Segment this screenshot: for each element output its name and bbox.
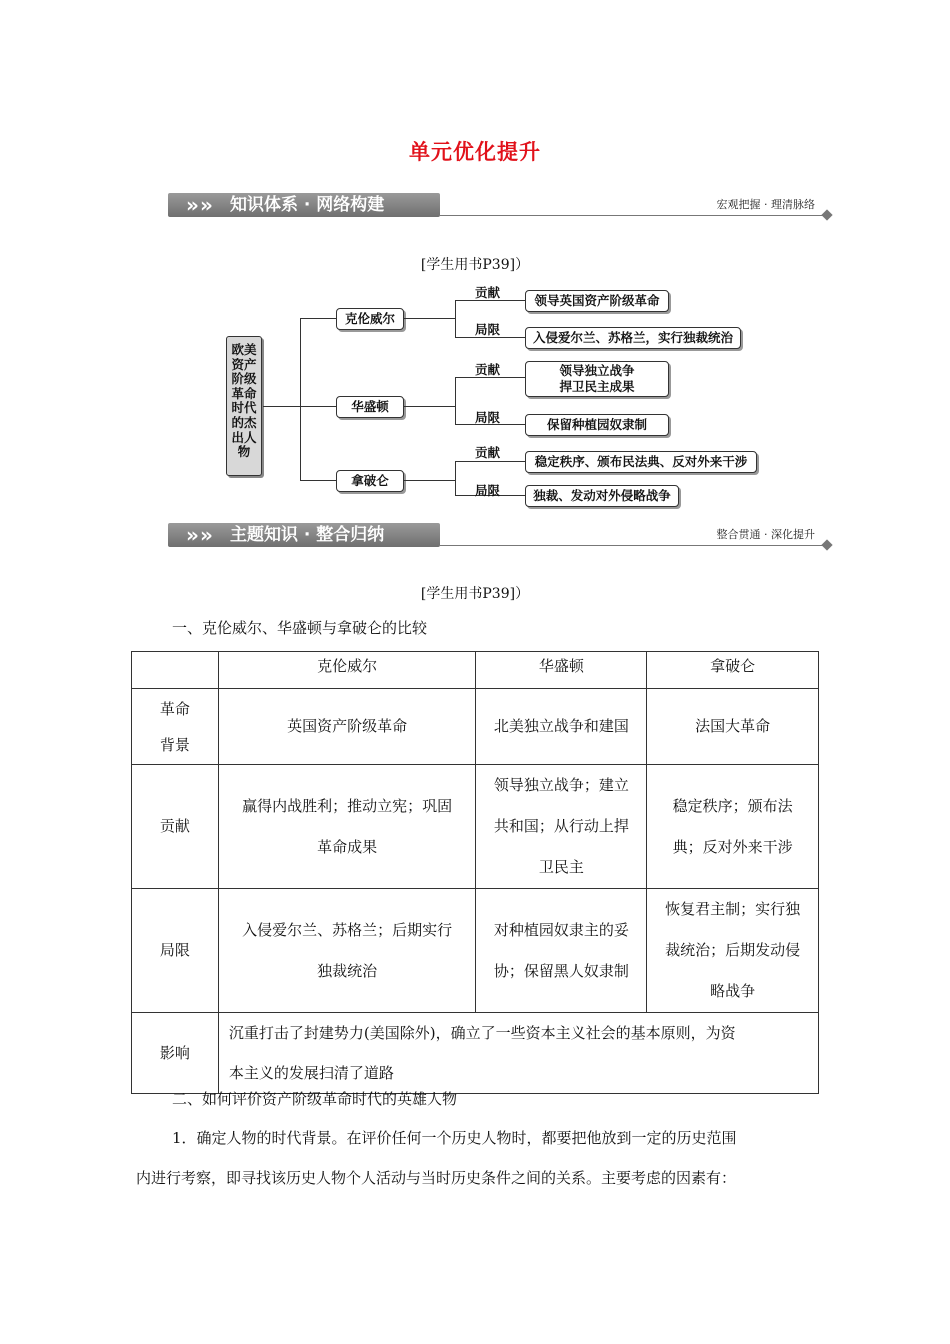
paragraph-line: 1．确定人物的时代背景。在评价任何一个历史人物时，都要把他放到一定的历史范围 bbox=[172, 1129, 737, 1147]
limitation-box: 保留种植园奴隶制 bbox=[525, 414, 669, 436]
connector bbox=[300, 406, 336, 407]
cell-line: 对种植园奴隶主的妥 bbox=[493, 920, 629, 939]
cell-line: 略战争 bbox=[710, 982, 756, 1000]
chevron-right-icon: » bbox=[186, 523, 199, 547]
cell-line: 本主义的发展扫清了道路 bbox=[228, 1064, 394, 1082]
cell-line: 领导独立战争；建立 bbox=[493, 776, 629, 794]
chevron-right-icon: » bbox=[186, 193, 199, 217]
cell-line: 恢复君主制；实行独 bbox=[665, 900, 801, 918]
person-box-cromwell: 克伦威尔 bbox=[336, 308, 404, 330]
table-cell bbox=[647, 765, 819, 889]
table-row bbox=[132, 889, 819, 1013]
chevron-right-icon: » bbox=[200, 193, 213, 217]
cell-line: 稳定秩序；颁布法 bbox=[672, 796, 793, 815]
table-cell bbox=[476, 889, 647, 1013]
diamond-icon bbox=[821, 209, 832, 220]
diamond-icon bbox=[821, 539, 832, 550]
table-header-cell: 拿破仑 bbox=[647, 652, 819, 689]
table-header-cell bbox=[132, 652, 219, 689]
label-limitation: 局限 bbox=[475, 410, 501, 425]
label-limitation: 局限 bbox=[475, 322, 501, 337]
contribution-line: 领导独立战争 bbox=[559, 363, 635, 378]
banner-rule bbox=[440, 545, 825, 546]
table-header-cell: 华盛顿 bbox=[476, 652, 647, 689]
connector bbox=[455, 300, 456, 337]
person-box-napoleon: 拿破仑 bbox=[336, 470, 404, 492]
contribution-box bbox=[525, 361, 669, 397]
chevron-right-icon: » bbox=[200, 523, 213, 547]
comparison-table bbox=[131, 651, 819, 1094]
cell-line: 入侵爱尔兰、苏格兰；后期实行 bbox=[242, 920, 453, 939]
table-row bbox=[132, 689, 819, 765]
connector bbox=[455, 461, 525, 462]
section-heading: 一、克伦威尔、华盛顿与拿破仑的比较 bbox=[172, 619, 428, 637]
table-header-cell: 克伦威尔 bbox=[218, 652, 476, 689]
table-cell bbox=[218, 765, 476, 889]
table-header-row bbox=[132, 652, 819, 689]
row-label: 贡献 bbox=[132, 765, 219, 889]
banner-rule bbox=[440, 215, 825, 216]
row-label bbox=[132, 689, 219, 765]
table-cell bbox=[476, 765, 647, 889]
connector bbox=[263, 406, 300, 407]
label-contribution: 贡献 bbox=[475, 445, 501, 460]
banner-title: 知识体系 · 网络构建 bbox=[230, 195, 385, 215]
table-cell bbox=[218, 889, 476, 1013]
cell-line: 赢得内战胜利；推动立宪；巩固 bbox=[242, 796, 453, 815]
table-row bbox=[132, 1013, 819, 1094]
contribution-line: 捍卫民主成果 bbox=[559, 379, 635, 394]
connector bbox=[403, 480, 455, 481]
connector bbox=[300, 480, 336, 481]
body-paragraph bbox=[136, 1118, 816, 1198]
limitation-box: 入侵爱尔兰、苏格兰，实行独裁统治 bbox=[525, 327, 741, 349]
reference-note: [学生用书P39]） bbox=[420, 586, 530, 602]
label-contribution: 贡献 bbox=[475, 362, 501, 377]
section-banner-knowledge bbox=[168, 191, 833, 221]
contribution-box: 稳定秩序、颁布民法典、反对外来干涉 bbox=[525, 451, 757, 473]
label-contribution: 贡献 bbox=[475, 285, 501, 300]
section-heading: 二、如何评价资产阶级革命时代的英雄人物 bbox=[172, 1090, 458, 1108]
table-cell: 英国资产阶级革命 bbox=[218, 689, 476, 765]
row-label: 局限 bbox=[132, 889, 219, 1013]
connector bbox=[300, 318, 336, 319]
cell-line: 革命成果 bbox=[317, 837, 378, 856]
table-cell bbox=[647, 889, 819, 1013]
table-cell: 法国大革命 bbox=[647, 689, 819, 765]
connector bbox=[300, 318, 301, 480]
banner-title: 主题知识 · 整合归纳 bbox=[230, 525, 385, 545]
row-label: 影响 bbox=[132, 1013, 219, 1094]
label-limitation: 局限 bbox=[475, 483, 501, 498]
cell-line: 协；保留黑人奴隶制 bbox=[493, 961, 629, 980]
contribution-box: 领导英国资产阶级革命 bbox=[525, 290, 669, 312]
row-label-line: 背景 bbox=[159, 735, 190, 754]
cell-line: 独裁统治 bbox=[317, 961, 378, 980]
connector bbox=[403, 406, 455, 407]
connector bbox=[455, 377, 456, 424]
banner-subtitle: 宏观把握 · 理清脉络 bbox=[716, 198, 815, 211]
connector bbox=[455, 461, 456, 495]
person-box-washington: 华盛顿 bbox=[336, 396, 404, 418]
cell-line: 裁统治；后期发动侵 bbox=[665, 941, 801, 959]
table-cell bbox=[218, 1013, 818, 1094]
cell-line: 卫民主 bbox=[538, 858, 584, 876]
page-title: 单元优化提升 bbox=[409, 140, 541, 164]
table-cell: 北美独立战争和建国 bbox=[476, 689, 647, 765]
row-label-line: 革命 bbox=[159, 699, 190, 718]
banner-subtitle: 整合贯通 · 深化提升 bbox=[716, 528, 815, 541]
reference-note: [学生用书P39]） bbox=[420, 257, 530, 273]
cell-line: 沉重打击了封建势力(美国除外)，确立了一些资本主义社会的基本原则，为资 bbox=[228, 1024, 736, 1042]
connector bbox=[403, 318, 455, 319]
limitation-box: 独裁、发动对外侵略战争 bbox=[525, 485, 679, 507]
table-row bbox=[132, 765, 819, 889]
paragraph-line: 内进行考察，即寻找该历史人物个人活动与当时历史条件之间的关系。主要考虑的因素有： bbox=[136, 1169, 737, 1187]
section-banner-topic bbox=[168, 521, 833, 551]
cell-line: 共和国；从行动上捍 bbox=[493, 817, 629, 835]
cell-line: 典；反对外来干涉 bbox=[672, 837, 793, 856]
diagram-root-box: 欧美资产阶级革命时代的杰出人物 bbox=[226, 336, 262, 476]
